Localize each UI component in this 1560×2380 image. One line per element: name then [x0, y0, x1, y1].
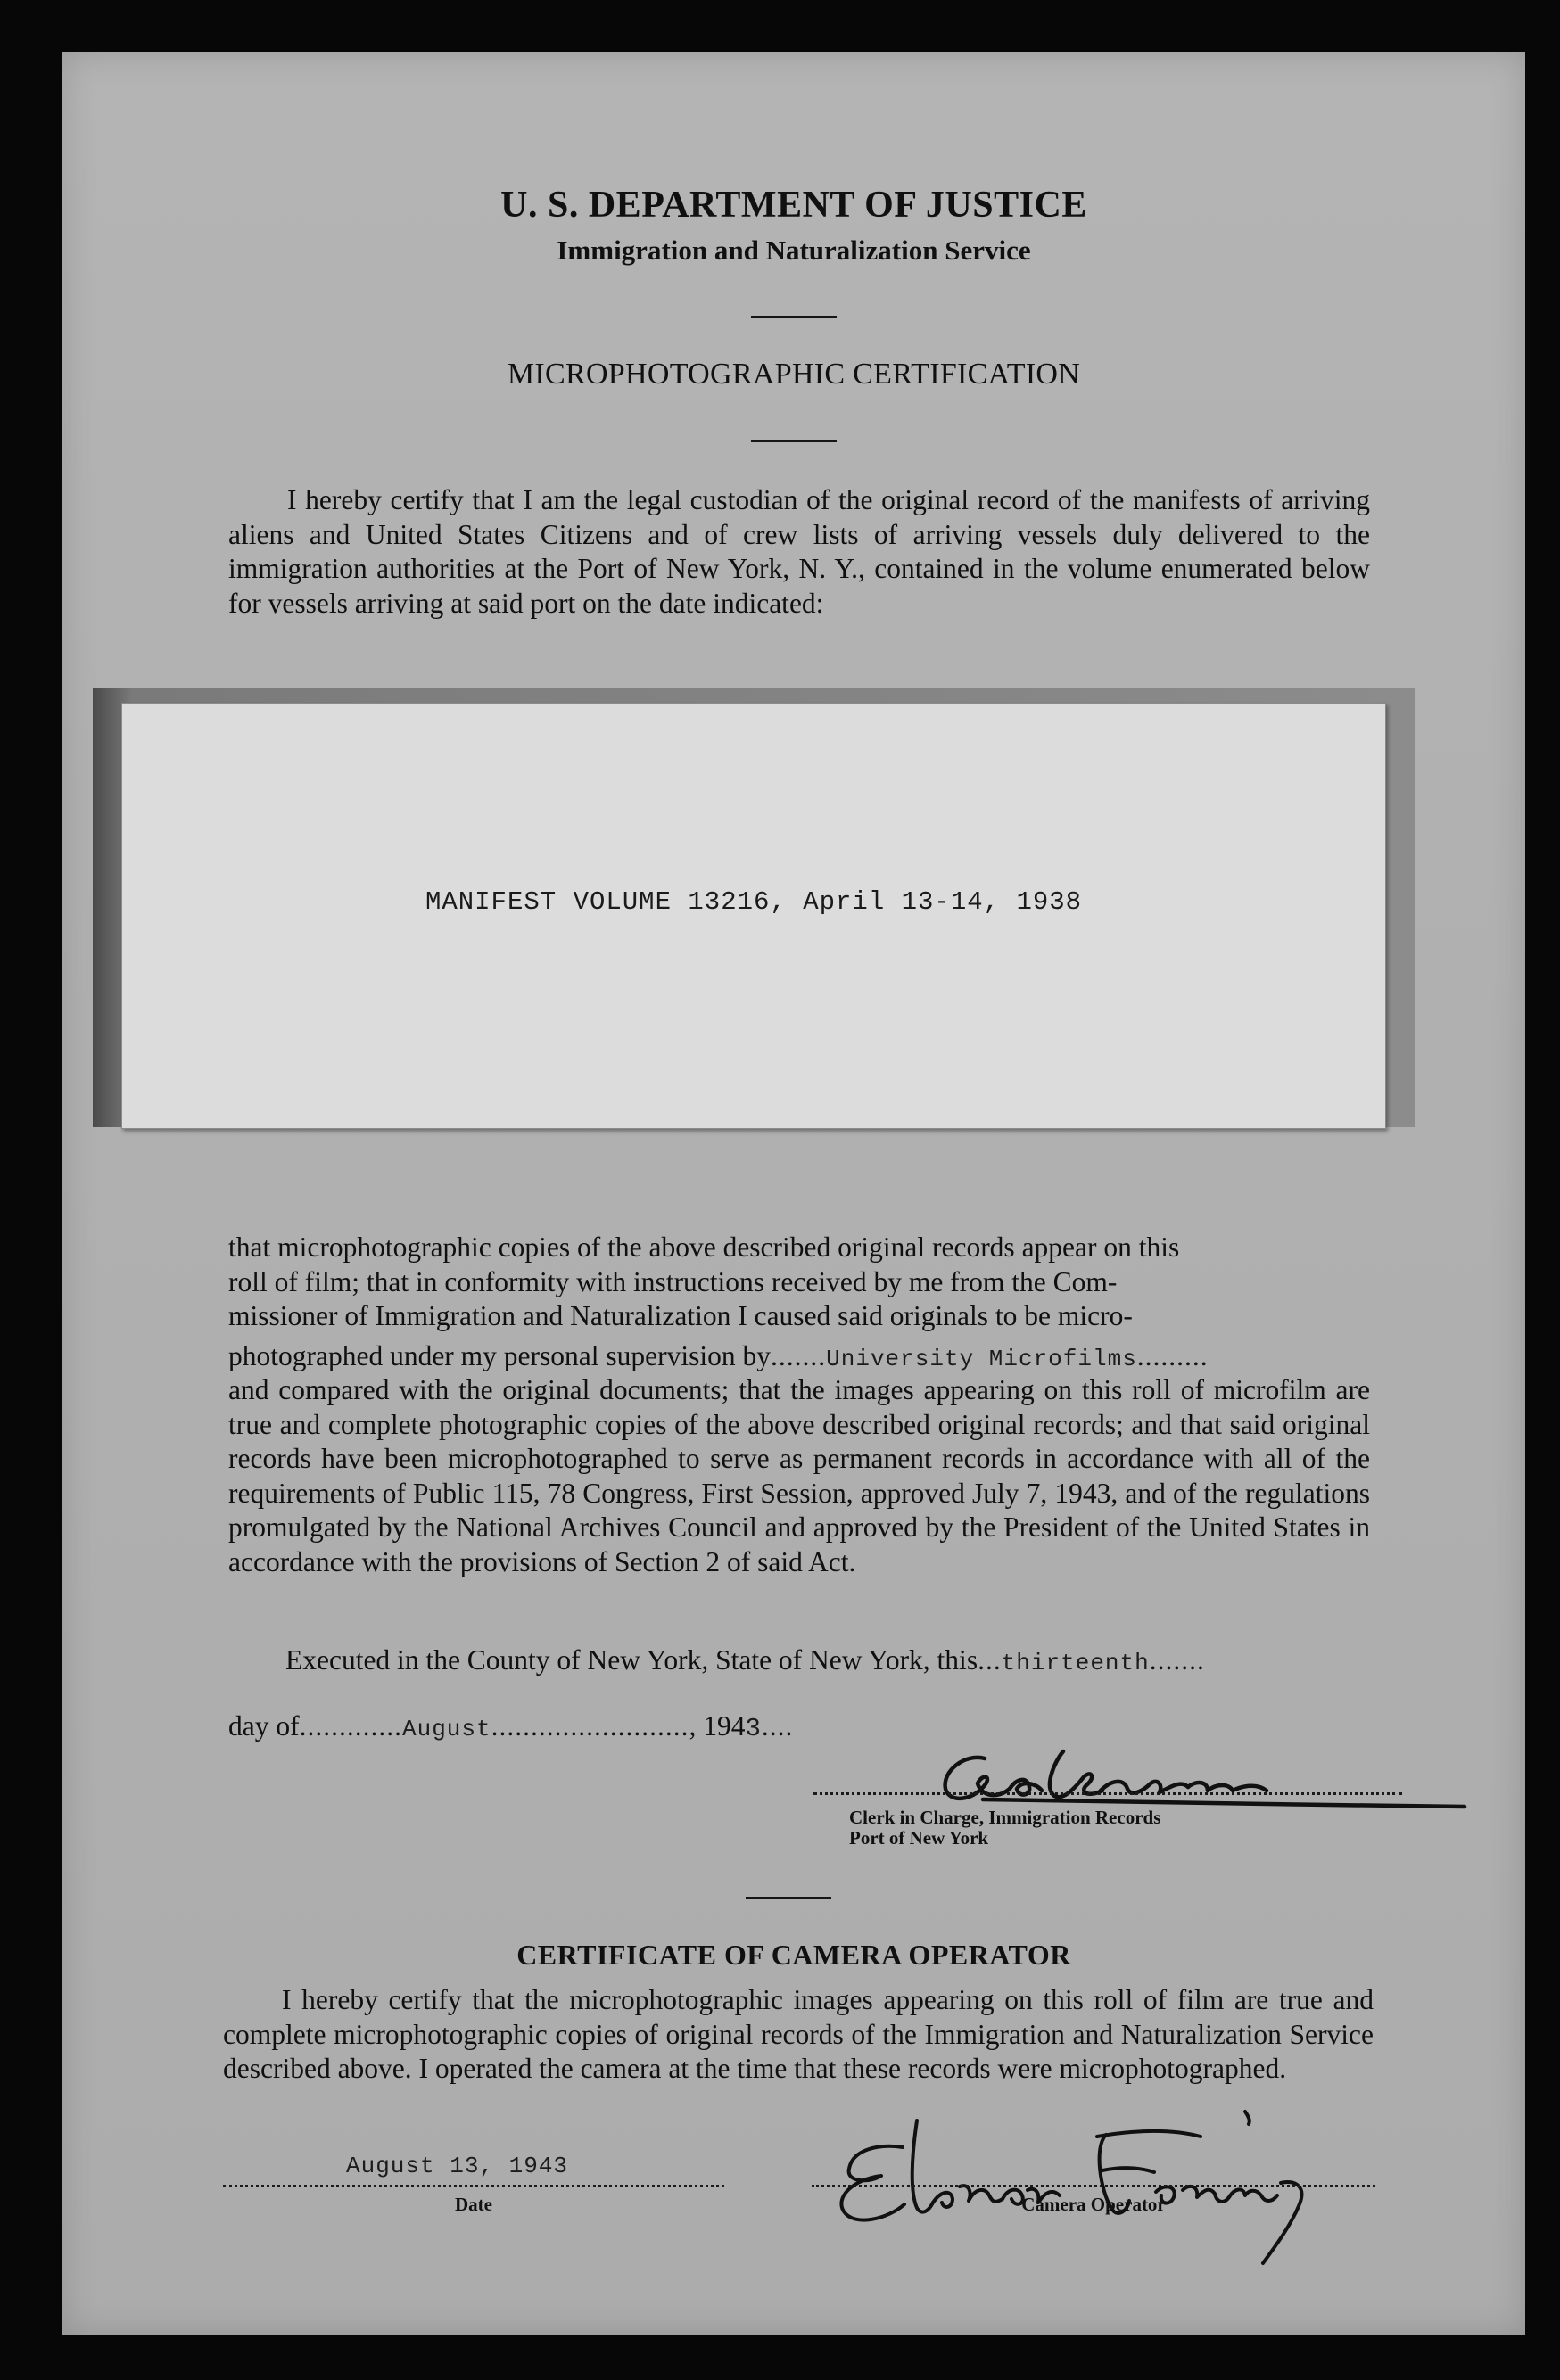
paragraph-line: missioner of Immigration and Naturalization I caused said originals to be micro-	[228, 1300, 1133, 1331]
agency-heading: U. S. DEPARTMENT OF JUSTICE	[500, 185, 1087, 226]
execution-month-line: day of.............August........................., 1943....	[228, 1710, 794, 1743]
microfilm-company: University Microfilms	[826, 1345, 1137, 1372]
service-subheading: Immigration and Naturalization Service	[557, 235, 1031, 266]
execution-line: Executed in the County of New York, State of New York, this...thirteenth.......	[285, 1644, 1205, 1676]
document-title: MICROPHOTOGRAPHIC CERTIFICATION	[507, 358, 1081, 391]
paragraph-rest: and compared with the original documents; that the images appearing on this roll of microfilm are true and complete photographic copies of the above described original records; and that said original records have been microphotographed to serve as permanent records in accordance with all of the requirements of Public 115, 78 Congress, First Session, approved July 7, 1943, and of the regulations promulgated by the National Archives Council and approved by the President of the United States in accordance with the provisions of Section 2 of said Act.	[228, 1374, 1370, 1577]
supervision-text: photographed under my personal supervision by	[228, 1339, 772, 1371]
execution-text: Executed in the County of New York, State of New York, this	[285, 1644, 978, 1676]
microphotograph-paragraph	[228, 1231, 1370, 1579]
divider-rule	[751, 440, 837, 442]
clerk-office-line: Port of New York	[849, 1827, 989, 1849]
manifest-slip	[121, 703, 1386, 1129]
certification-sheet	[62, 52, 1525, 2335]
year-prefix: , 194	[689, 1710, 746, 1742]
operator-certificate-text: I hereby certify that the microphotographic images appearing on this roll of film are true and complete microphotographic copies of original records of the Immigration and Naturalization Service described above. I operated the camera at the time that these records were microphotographed.	[223, 1984, 1374, 2084]
custodian-paragraph: I hereby certify that I am the legal custodian of the original record of the manifests of arriving aliens and United States Citizens and of crew lists of arriving vessels duly delivered to the immigration authorities at the Port of New York, N. Y., contained in the volume enumerated below for vessels arriving at said port on the date indicated:	[228, 484, 1370, 619]
certificate-date: August 13, 1943	[346, 2153, 569, 2179]
execution-month: August	[401, 1716, 491, 1742]
clerk-title-line: Clerk in Charge, Immigration Records	[849, 1807, 1161, 1828]
clerk-signature-line	[813, 1792, 1402, 1795]
execution-day: thirteenth	[1001, 1650, 1150, 1676]
paragraph-line: roll of film; that in conformity with instructions received by me from the Com-	[228, 1265, 1118, 1297]
clerk-title	[849, 1808, 1160, 1849]
paragraph-line: that microphotographic copies of the above described original records appear on this	[228, 1231, 1180, 1263]
day-of-text: day of	[228, 1710, 300, 1742]
operator-certificate-title: CERTIFICATE OF CAMERA OPERATOR	[516, 1939, 1071, 1971]
divider-rule	[751, 316, 837, 318]
manifest-volume-text: MANIFEST VOLUME 13216, April 13-14, 1938	[425, 887, 1083, 917]
operator-label: Camera Operator	[1021, 2194, 1166, 2215]
date-line	[223, 2185, 724, 2187]
year-digit: 3	[745, 1714, 762, 1743]
operator-signature-line	[812, 2185, 1375, 2187]
supervision-line: photographed under my personal supervision by.......University Microfilms.........	[228, 1339, 1209, 1372]
date-label: Date	[455, 2194, 492, 2215]
divider-rule	[746, 1897, 831, 1899]
